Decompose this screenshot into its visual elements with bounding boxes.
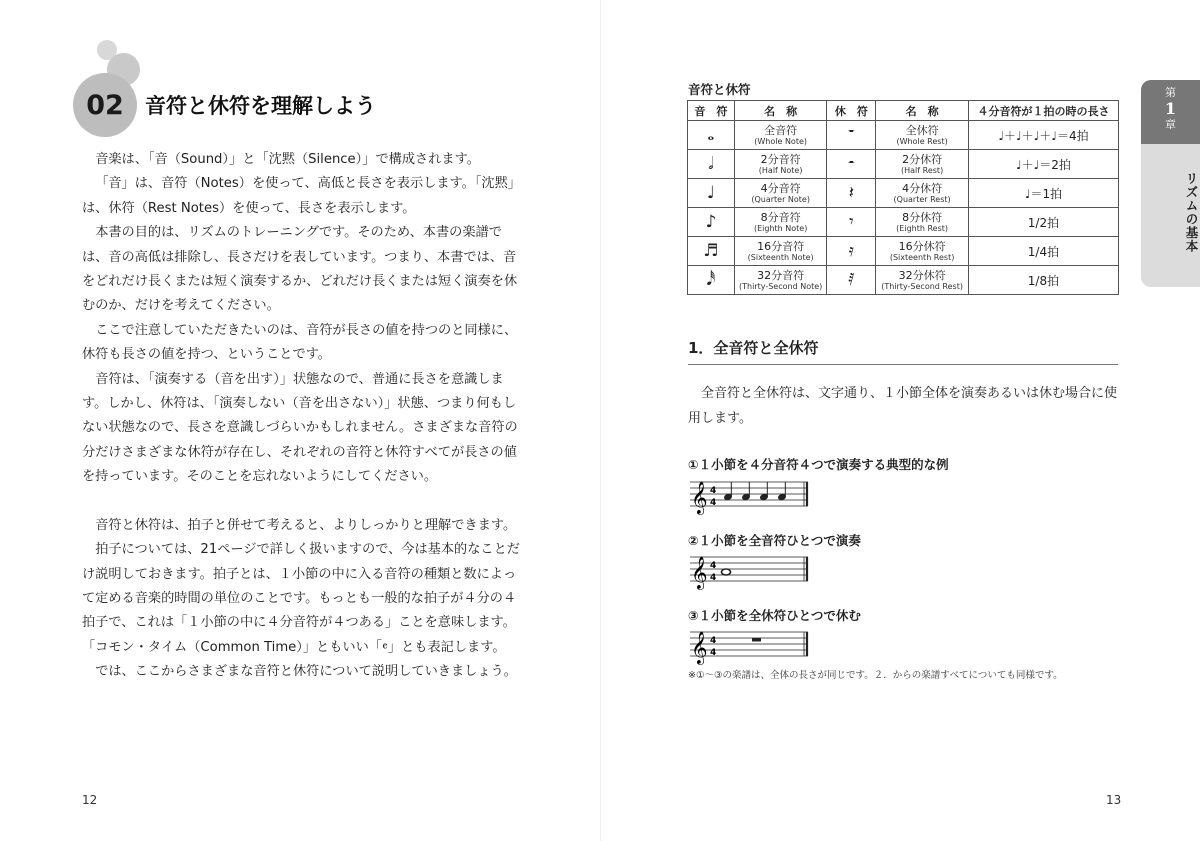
paragraph: 拍子については、21ページで詳しく扱いますので、今は基本的なことだけ説明しておきます。拍子とは、１小節の中に入る音符の種類と数によって定める音楽的時間の単位のことです。もっとも一般的な拍子が４分の４拍子で、これは「１小節の中に４分音符が４つある」ことを意味します。「コモン・タイム（Common Time）」ともいい「𝄴」とも表記します。 <box>82 542 520 655</box>
note-name-en: (Half Note) <box>758 165 803 175</box>
header-note-name: 名 称 <box>734 101 827 121</box>
header-note: 音 符 <box>688 101 735 121</box>
paragraph: 全音符と全休符は、文字通り、１小節全体を演奏あるいは休む場合に使用します。 <box>688 386 1118 426</box>
note-name-en: (Eighth Note) <box>753 223 808 233</box>
sub-paragraph-block <box>688 381 1118 431</box>
note-name-en: (Quarter Note) <box>751 194 810 204</box>
rest-symbol-icon: 𝄾 <box>827 208 876 237</box>
note-name-cell <box>734 266 827 295</box>
svg-text:4: 4 <box>710 636 717 646</box>
table-row <box>688 266 1119 295</box>
rest-name-cell <box>876 121 969 150</box>
rest-name: 全休符 <box>905 123 939 137</box>
paragraph: では、ここからさまざまな音符と休符について説明していきましょう。 <box>95 664 517 680</box>
rest-name-en: (Sixteenth Rest) <box>889 252 955 262</box>
example-label-1: ①１小節を４分音符４つで演奏する典型的な例 <box>688 457 949 472</box>
rest-name-cell <box>876 179 969 208</box>
staff-example-quarter-notes <box>688 474 812 518</box>
svg-text:4: 4 <box>710 486 717 496</box>
svg-text:4: 4 <box>710 573 717 583</box>
note-symbol-icon: 𝅘𝅥𝅰 <box>688 266 735 295</box>
rest-name-cell <box>876 237 969 266</box>
length-cell: 1/4拍 <box>968 237 1118 266</box>
chapter-suffix: 章 <box>1165 118 1176 131</box>
example-label-3: ③１小節を全休符ひとつで休む <box>688 608 861 623</box>
length-cell: 1/8拍 <box>968 266 1118 295</box>
note-name-cell <box>734 121 827 150</box>
treble-clef-icon: 𝄞 <box>691 631 708 664</box>
note-name-en: (Whole Note) <box>754 136 808 146</box>
length-cell: 1/2拍 <box>968 208 1118 237</box>
header-rest-name: 名 称 <box>876 101 969 121</box>
length-cell: ♩＋♩＋♩＋♩＝4拍 <box>968 121 1118 150</box>
table-row <box>688 208 1119 237</box>
page-title: 音符と休符を理解しよう <box>145 94 376 118</box>
rest-symbol-icon: 𝄼 <box>827 150 876 179</box>
header-length: ４分音符が１拍の時の長さ <box>968 101 1118 121</box>
rest-name-en: (Whole Rest) <box>896 136 948 146</box>
note-symbol-icon: 𝅝 <box>688 121 735 150</box>
svg-text:4: 4 <box>710 498 717 508</box>
table-row <box>688 237 1119 266</box>
rest-name-en: (Thirty-Second Rest) <box>881 281 963 291</box>
table-row <box>688 179 1119 208</box>
rest-name: 8分休符 <box>902 210 943 224</box>
page-number-left: 12 <box>82 793 98 807</box>
note-name-cell <box>734 208 827 237</box>
note-name: 16分音符 <box>757 239 805 253</box>
table-row <box>688 121 1119 150</box>
note-symbol-icon: ♬ <box>688 237 735 266</box>
rest-name-cell <box>876 208 969 237</box>
rest-symbol-icon: 𝄽 <box>827 179 876 208</box>
staff-example-whole-rest <box>688 624 812 668</box>
rest-name-en: (Half Rest) <box>901 165 944 175</box>
note-name-en: (Sixteenth Note) <box>747 252 814 262</box>
note-name: 2分音符 <box>760 152 801 166</box>
chapter-title: リズムの基本 <box>1184 171 1199 253</box>
rest-symbol-icon: 𝄻 <box>827 121 876 150</box>
treble-clef-icon: 𝄞 <box>691 481 708 514</box>
staff-example-whole-note <box>688 549 812 593</box>
note-name: 32分音符 <box>757 268 805 282</box>
rest-name: 2分休符 <box>902 152 943 166</box>
note-symbol-icon: 𝅗𝅥 <box>688 150 735 179</box>
note-name-cell <box>734 150 827 179</box>
svg-text:4: 4 <box>710 561 717 571</box>
paragraph: 本書の目的は、リズムのトレーニングです。そのため、本書の楽譜では、音の高低は排除し、長さだけを表しています。つまり、本書では、音をどれだけ長くまたは短く演奏するか、どれだけ長くまたは短く演奏を休むのか、だけを考えてください。 <box>82 225 518 314</box>
table-row <box>688 150 1119 179</box>
svg-text:4: 4 <box>710 648 717 658</box>
section-number: 02 <box>86 89 124 121</box>
rest-name: 4分休符 <box>902 181 943 195</box>
rest-name-en: (Eighth Rest) <box>896 223 949 233</box>
table-caption: 音符と休符 <box>688 82 751 97</box>
note-name-cell <box>734 179 827 208</box>
treble-clef-icon: 𝄞 <box>691 556 708 589</box>
rest-name-cell <box>876 266 969 295</box>
paragraph: 「音」は、音符（Notes）を使って、高低と長さを表示します。「沈黙」は、休符（Rest Notes）を使って、長さを表示します。 <box>82 176 521 216</box>
rest-name-en: (Quarter Rest) <box>893 194 951 204</box>
note-name: 4分音符 <box>760 181 801 195</box>
rest-name: 16分休符 <box>898 239 946 253</box>
note-name: 全音符 <box>764 123 798 137</box>
rest-name-cell <box>876 150 969 179</box>
rest-symbol-icon: 𝅀 <box>827 266 876 295</box>
paragraph: ここで注意していただきたいのは、音符が長さの値を持つのと同様に、休符も長さの値を持つ、ということです。 <box>82 322 518 363</box>
whole-rest-icon <box>752 638 761 642</box>
body-text <box>82 148 522 685</box>
table-header-row <box>688 101 1119 121</box>
spread-gutter <box>600 0 601 841</box>
example-label-2: ②１小節を全音符ひとつで演奏 <box>688 533 861 548</box>
paragraph: 音符は、「演奏する（音を出す）」状態なので、普通に長さを意識します。しかし、休符は、「演奏しない（音を出さない）」状態、つまり何もしない状態なので、長さを意識しづらいかもしれません。さまざまな音符の分だけさまざまな休符が存在し、それぞれの音符と休符すべてが長さの値を持っています。そのことを忘れないようにしてください。 <box>82 371 518 485</box>
chapter-index: 1 <box>1164 99 1177 118</box>
note-name: 8分音符 <box>760 210 801 224</box>
notes-rests-table <box>687 100 1119 295</box>
paragraph: 音楽は、「音（Sound）」と「沈黙（Silence）」で構成されます。 <box>95 152 480 167</box>
sub-heading: 1．全音符と全休符 <box>688 337 1118 365</box>
page-number-right: 13 <box>1106 793 1122 807</box>
rest-symbol-icon: 𝄿 <box>827 237 876 266</box>
header-rest: 休 符 <box>827 101 876 121</box>
length-cell: ♩＋♩＝2拍 <box>968 150 1118 179</box>
whole-note-icon <box>722 569 731 575</box>
chapter-prefix: 第 <box>1165 86 1176 99</box>
note-name-cell <box>734 237 827 266</box>
footnote: ※①～③の楽譜は、全体の長さが同じです。２．からの楽譜すべてについても同様です。 <box>688 670 1063 681</box>
paragraph: 音符と休符は、拍子と併せて考えると、よりしっかりと理解できます。 <box>95 517 517 533</box>
note-name-en: (Thirty-Second Note) <box>739 281 823 291</box>
length-cell: ♩＝1拍 <box>968 179 1118 208</box>
note-symbol-icon: ♪ <box>688 208 735 237</box>
chapter-side-tab <box>1141 80 1200 287</box>
chapter-index-box <box>1141 80 1200 144</box>
rest-name: 32分休符 <box>898 268 946 282</box>
note-symbol-icon: ♩ <box>688 179 735 208</box>
